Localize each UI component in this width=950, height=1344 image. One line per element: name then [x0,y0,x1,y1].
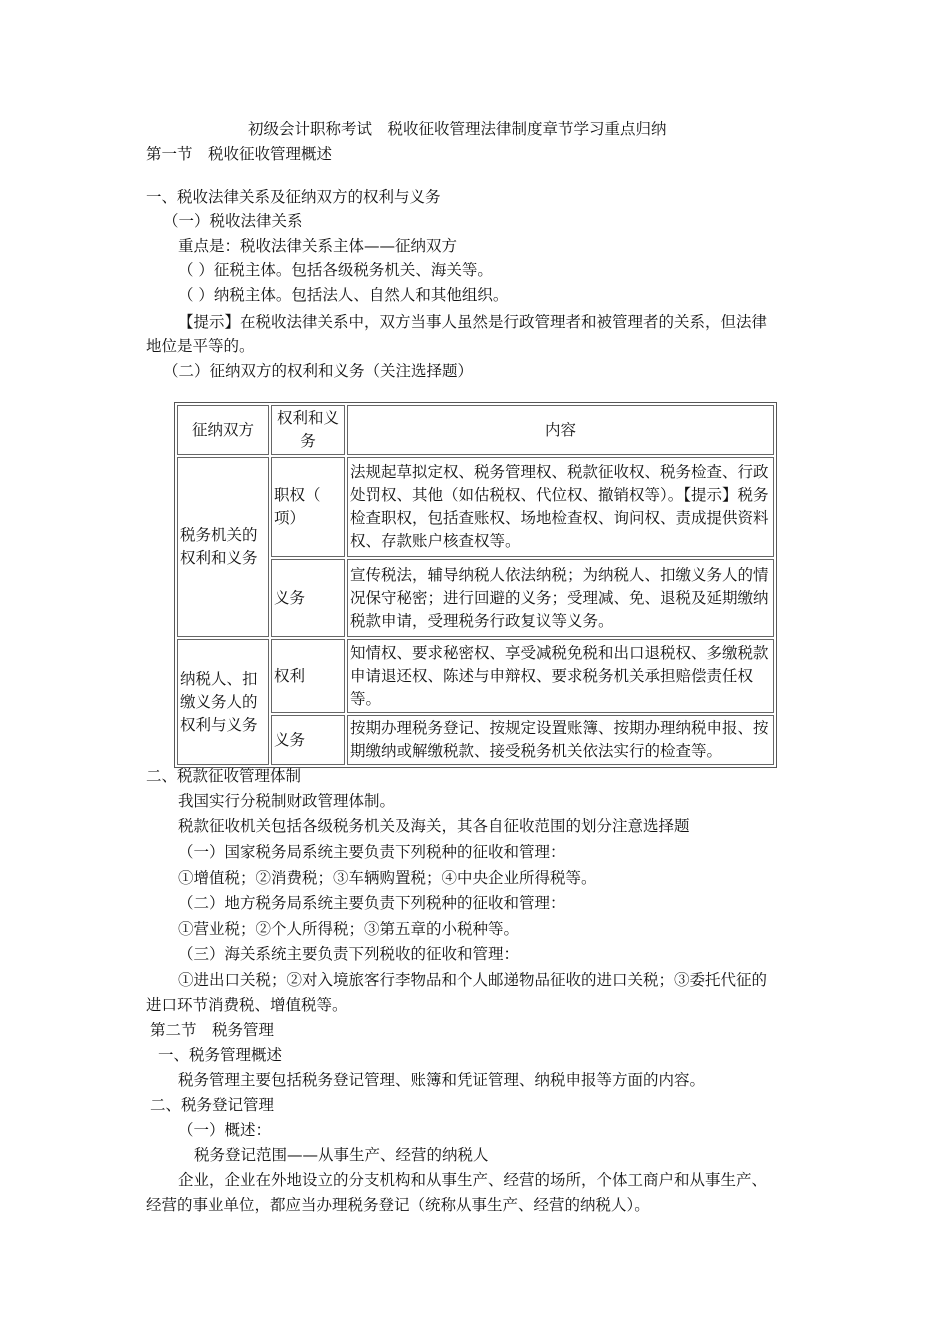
registration-scope: 税务登记范围——从事生产、经营的纳税人 [194,1146,489,1164]
row-content: 宣传税法，辅导纳税人依法纳税；为纳税人、扣缴义务人的情况保守秘密；进行回避的义务；受理减、免、退税及延期缴纳税款申请，受理税务行政复议等义务。 [347,559,774,637]
row-type: 权利 [271,639,345,713]
sub1-heading: （一）税收法律关系 [163,212,303,230]
part2-p2: 税款征收机关包括各级税务机关及海关，其各自征收范围的划分注意选择题 [178,817,690,835]
tip-line-1: 【提示】在税收法律关系中，双方当事人虽然是行政管理者和被管理者的关系，但法律 [178,313,768,331]
key-point: 重点是：税收法律关系主体——征纳双方 [178,237,458,255]
row-type: 职权（ 项） [271,457,345,557]
header-parties: 征纳双方 [177,405,269,455]
table-header-row [177,405,774,455]
registration-p-line-1: 企业，企业在外地设立的分支机构和从事生产、经营的场所，个体工商户和从事生产、 [178,1171,768,1189]
overview-heading: （一）概述： [178,1121,272,1139]
part2-p1: 我国实行分税制财政管理体制。 [178,792,396,810]
row-type: 义务 [271,715,345,765]
customs-items-line-1: ①进出口关税；②对入境旅客行李物品和个人邮递物品征收的进口关税；③委托代征的 [178,971,768,989]
table-row [177,457,774,557]
table-row [177,639,774,713]
document-title: 初级会计职称考试 税收征收管理法律制度章节学习重点归纳 [248,120,667,138]
section2-part1-p1: 税务管理主要包括税务登记管理、账簿和凭证管理、纳税申报等方面的内容。 [178,1071,706,1089]
header-rights-duties: 权利和义务 [271,405,345,455]
row-content: 按期办理税务登记、按规定设置账簿、按期办理纳税申报、按期缴纳或解缴税款、接受税务机关依法实行的检查等。 [347,715,774,765]
tip-line-2: 地位是平等的。 [146,337,255,355]
registration-p-line-2: 经营的事业单位，都应当办理税务登记（统称从事生产、经营的纳税人）。 [146,1196,650,1214]
row-type: 义务 [271,559,345,637]
item-taxpayer: （ ）纳税主体。包括法人、自然人和其他组织。 [178,286,509,304]
national-bureau-items: ①增值税；②消费税；③车辆购置税；④中央企业所得税等。 [178,869,597,887]
customs-items-line-2: 进口环节消费税、增值税等。 [146,996,348,1014]
local-bureau-heading: （二）地方税务局系统主要负责下列税种的征收和管理： [178,894,566,912]
group-taxpayer: 纳税人、扣缴义务人的权利与义务 [177,639,269,765]
row-content: 知情权、要求秘密权、享受减税免税和出口退税权、多缴税款申请退还权、陈述与申辩权、要求税务机关承担赔偿责任权等。 [347,639,774,713]
group-tax-authority: 税务机关的权利和义务 [177,457,269,637]
national-bureau-heading: （一）国家税务局系统主要负责下列税种的征收和管理： [178,843,566,861]
part2-heading: 二、税款征收管理体制 [146,767,302,785]
header-content: 内容 [347,405,774,455]
customs-heading: （三）海关系统主要负责下列税收的征收和管理： [178,945,520,963]
section2-heading: 第二节 税务管理 [150,1021,275,1039]
local-bureau-items: ①营业税；②个人所得税；③第五章的小税种等。 [178,920,520,938]
section2-part1-heading: 一、税务管理概述 [158,1046,283,1064]
item-tax-collector: （ ）征税主体。包括各级税务机关、海关等。 [178,261,493,279]
section2-part2-heading: 二、税务登记管理 [150,1096,275,1114]
row-content: 法规起草拟定权、税务管理权、税款征收权、税务检查、行政处罚权、其他（如估税权、代位权、撤销权等）。【提示】税务检查职权，包括查账权、场地检查权、询问权、责成提供资料权、存款账户核查权等。 [347,457,774,557]
rights-duties-table [174,402,777,768]
part1-heading: 一、税收法律关系及征纳双方的权利与义务 [146,188,441,206]
sub2-heading: （二）征纳双方的权利和义务（关注选择题） [163,362,474,380]
section1-heading: 第一节 税收征收管理概述 [146,145,333,163]
